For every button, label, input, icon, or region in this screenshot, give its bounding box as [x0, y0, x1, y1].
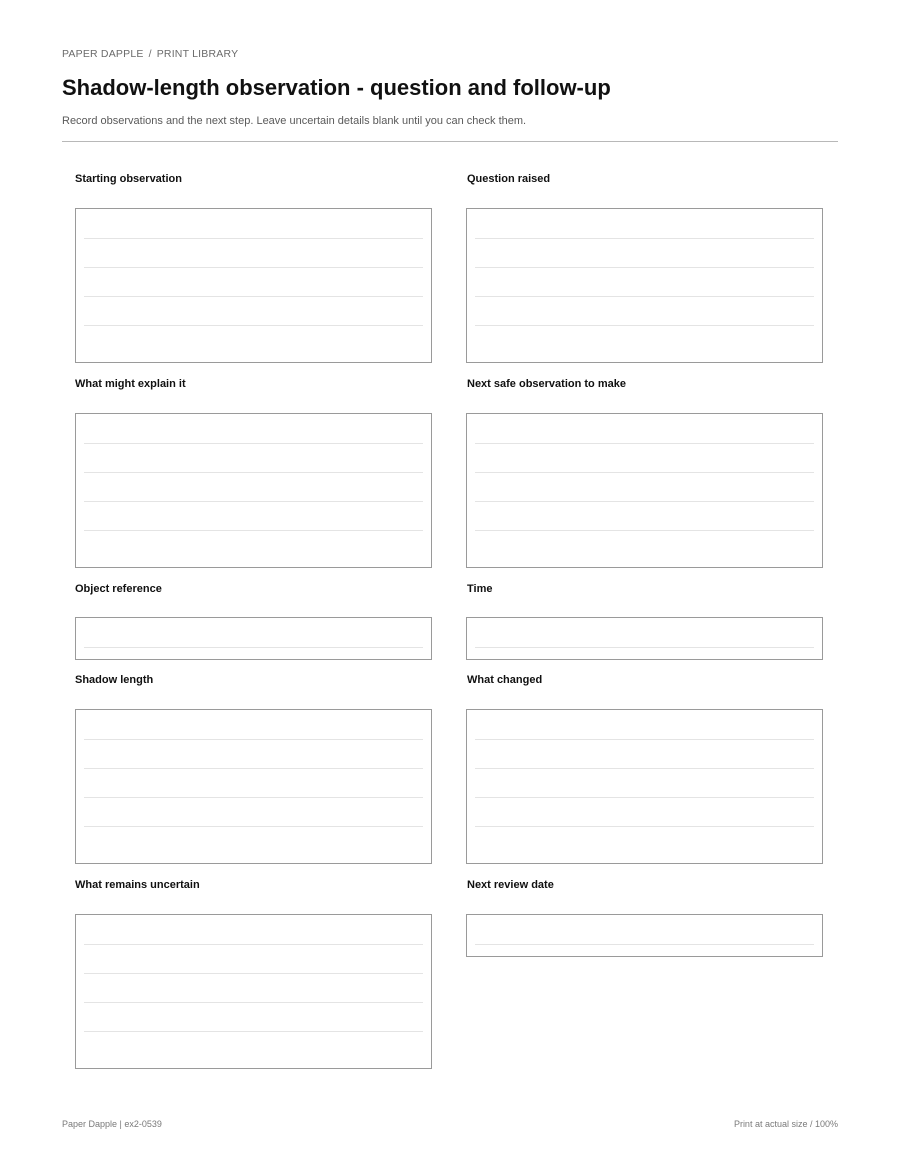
writing-line [475, 238, 814, 239]
writing-line [475, 501, 814, 502]
field-label-shadow-length: Shadow length [75, 674, 154, 686]
field-label-what-changed: What changed [467, 674, 543, 686]
starting-observation-box[interactable] [75, 208, 432, 363]
writing-line [475, 797, 814, 798]
footer-document-id: Paper Dapple | ex2-0539 [62, 1119, 162, 1129]
field-label-question-raised: Question raised [467, 173, 551, 185]
writing-line [84, 797, 423, 798]
writing-line [84, 944, 423, 945]
writing-line [84, 647, 423, 648]
writing-line [475, 472, 814, 473]
what-might-explain-it-box[interactable] [75, 413, 432, 568]
time-box[interactable] [466, 617, 823, 660]
object-reference-box[interactable] [75, 617, 432, 660]
header-divider [62, 141, 838, 142]
breadcrumb-separator: / [148, 48, 152, 60]
writing-line [475, 826, 814, 827]
writing-line [84, 1002, 423, 1003]
shadow-length-box[interactable] [75, 709, 432, 864]
writing-line [84, 1031, 423, 1032]
writing-line [84, 826, 423, 827]
writing-line [84, 325, 423, 326]
field-label-object-reference: Object reference [75, 583, 162, 595]
footer-print-note: Print at actual size / 100% [733, 1119, 838, 1129]
writing-line [84, 238, 423, 239]
field-label-time: Time [467, 583, 493, 595]
field-label-starting-observation: Starting observation [75, 173, 182, 185]
writing-line [475, 296, 814, 297]
writing-line [475, 443, 814, 444]
breadcrumb-item-publisher[interactable]: PAPER DAPPLE [62, 48, 144, 60]
writing-line [84, 296, 423, 297]
what-remains-uncertain-box[interactable] [75, 914, 432, 1069]
writing-line [84, 530, 423, 531]
field-label-next-safe-observation: Next safe observation to make [467, 378, 626, 390]
writing-line [475, 267, 814, 268]
field-label-next-review-date: Next review date [467, 879, 554, 891]
writing-line [475, 944, 814, 945]
writing-line [84, 739, 423, 740]
page-subtitle: Record observations and the next step. Leave uncertain details blank until you can check them. [62, 115, 527, 127]
writing-line [84, 443, 423, 444]
field-label-what-might-explain-it: What might explain it [75, 378, 186, 390]
what-changed-box[interactable] [466, 709, 823, 864]
question-raised-box[interactable] [466, 208, 823, 363]
breadcrumb-item-library[interactable]: PRINT LIBRARY [156, 48, 239, 60]
writing-line [475, 647, 814, 648]
writing-line [84, 768, 423, 769]
writing-line [475, 530, 814, 531]
page-title: Shadow-length observation - question and follow-up [62, 75, 611, 100]
writing-line [475, 768, 814, 769]
writing-line [84, 501, 423, 502]
next-safe-observation-box[interactable] [466, 413, 823, 568]
writing-line [84, 973, 423, 974]
writing-line [84, 267, 423, 268]
writing-line [475, 739, 814, 740]
writing-line [475, 325, 814, 326]
breadcrumb [62, 48, 238, 60]
field-label-what-remains-uncertain: What remains uncertain [75, 879, 200, 891]
next-review-date-box[interactable] [466, 914, 823, 957]
writing-line [84, 472, 423, 473]
